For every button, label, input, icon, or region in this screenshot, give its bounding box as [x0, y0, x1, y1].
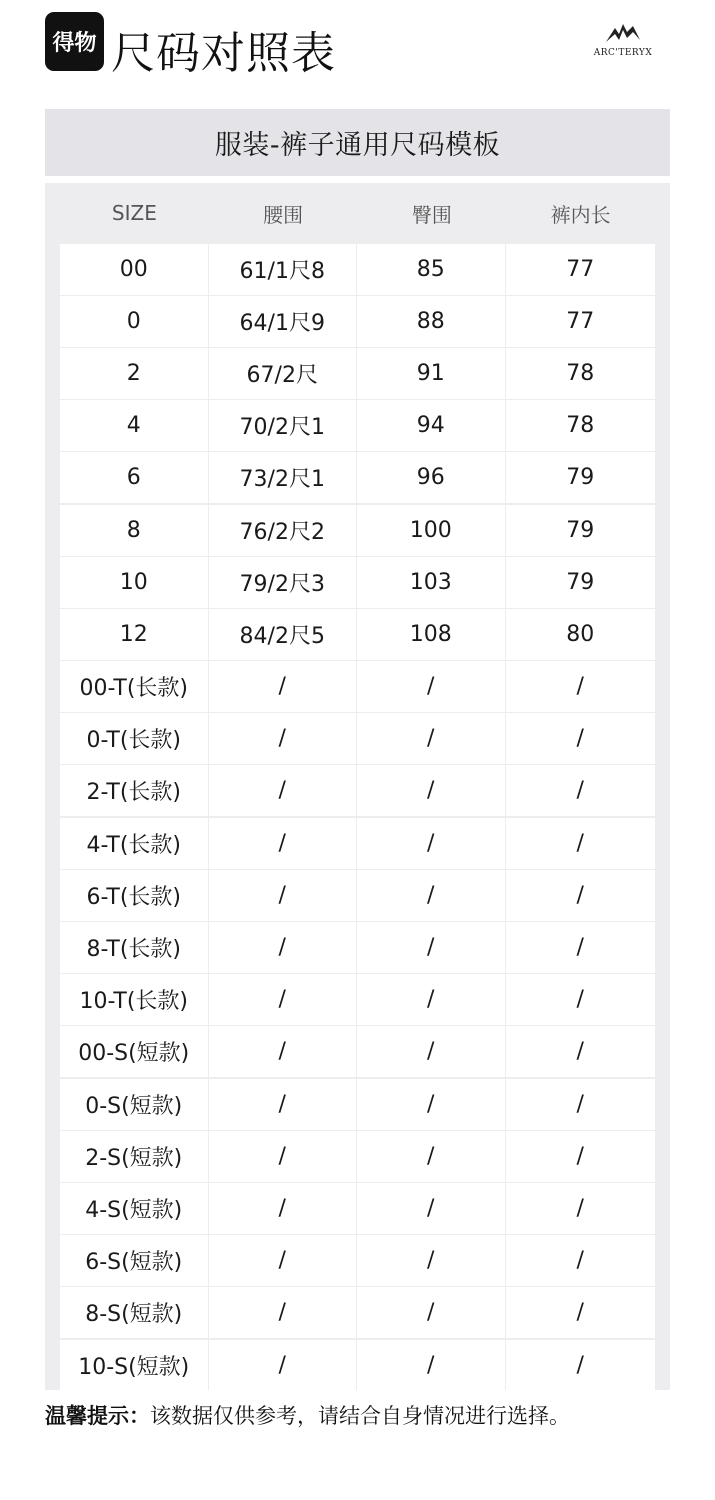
cell-inseam: 79 [506, 452, 656, 503]
table-row [60, 661, 655, 713]
table-header [60, 183, 655, 243]
cell-size: 8-S(短款) [60, 1287, 208, 1338]
cell-size: 00-T(长款) [60, 661, 208, 712]
cell-hip: / [357, 713, 505, 764]
cell-inseam: 77 [506, 244, 656, 295]
cell-inseam: 78 [506, 348, 656, 399]
dewu-logo [45, 12, 104, 71]
table-row [60, 765, 655, 817]
cell-waist: 64/1尺9 [209, 296, 357, 347]
cell-size: 6-T(长款) [60, 870, 208, 921]
cell-hip: / [357, 1026, 505, 1077]
table-row [60, 1235, 655, 1287]
cell-size: 0-S(短款) [60, 1079, 208, 1130]
column-header-hip: 臀围 [411, 202, 452, 227]
table-row [60, 1026, 655, 1078]
cell-waist: / [209, 1235, 357, 1286]
table-row [60, 608, 655, 660]
cell-waist: / [209, 922, 357, 973]
cell-size: 6-S(短款) [60, 1235, 208, 1286]
cell-hip: / [357, 870, 505, 921]
template-banner [45, 109, 670, 176]
table-body [60, 243, 655, 1391]
cell-hip: / [357, 1287, 505, 1338]
table-row [60, 817, 655, 869]
cell-size: 6 [60, 452, 208, 503]
cell-waist: 76/2尺2 [209, 505, 357, 556]
cell-hip: 96 [357, 452, 505, 503]
cell-inseam: 79 [506, 505, 656, 556]
cell-waist: 84/2尺5 [209, 609, 357, 660]
cell-size: 4-S(短款) [60, 1183, 208, 1234]
cell-size: 0 [60, 296, 208, 347]
cell-waist: / [209, 765, 357, 816]
cell-waist: / [209, 1183, 357, 1234]
cell-hip: / [357, 661, 505, 712]
cell-waist: / [209, 1287, 357, 1338]
cell-inseam: 78 [506, 400, 656, 451]
cell-waist: / [209, 661, 357, 712]
table-row [60, 921, 655, 973]
table-row [60, 869, 655, 921]
table-row [60, 243, 655, 295]
cell-size: 12 [60, 609, 208, 660]
table-row [60, 974, 655, 1026]
cell-size: 2-T(长款) [60, 765, 208, 816]
cell-inseam: 80 [506, 609, 656, 660]
table-row [60, 295, 655, 347]
cell-waist: / [209, 1131, 357, 1182]
table-row [60, 400, 655, 452]
cell-waist: / [209, 1026, 357, 1077]
cell-hip: / [357, 1079, 505, 1130]
cell-hip: 88 [357, 296, 505, 347]
page-header [0, 0, 715, 100]
template-title: 服装-裤子通用尺码模板 [214, 130, 501, 161]
cell-inseam: 77 [506, 296, 656, 347]
cell-hip: / [357, 1131, 505, 1182]
cell-hip: 103 [357, 557, 505, 608]
cell-hip: 94 [357, 400, 505, 451]
cell-size: 2-S(短款) [60, 1131, 208, 1182]
footer-label: 温馨提示： [45, 1404, 150, 1428]
cell-inseam: / [506, 974, 656, 1025]
table-row [60, 504, 655, 556]
cell-inseam: / [506, 818, 656, 869]
cell-hip: 91 [357, 348, 505, 399]
cell-size: 10-S(短款) [60, 1340, 208, 1391]
cell-waist: 73/2尺1 [209, 452, 357, 503]
cell-inseam: / [506, 1287, 656, 1338]
arcteryx-logo [588, 20, 658, 66]
cell-waist: 67/2尺 [209, 348, 357, 399]
cell-waist: 70/2尺1 [209, 400, 357, 451]
table-row [60, 347, 655, 399]
cell-size: 10 [60, 557, 208, 608]
cell-waist: 79/2尺3 [209, 557, 357, 608]
table-row [60, 1339, 655, 1391]
cell-size: 4 [60, 400, 208, 451]
cell-waist: / [209, 818, 357, 869]
table-row [60, 1130, 655, 1182]
table-row [60, 713, 655, 765]
column-header-waist: 腰围 [263, 202, 304, 227]
cell-waist: / [209, 974, 357, 1025]
cell-hip: / [357, 765, 505, 816]
table-row [60, 556, 655, 608]
cell-size: 0-T(长款) [60, 713, 208, 764]
app-logo-text: 得物 [52, 31, 97, 56]
cell-waist: 61/1尺8 [209, 244, 357, 295]
cell-hip: / [357, 1235, 505, 1286]
cell-inseam: / [506, 1079, 656, 1130]
cell-size: 2 [60, 348, 208, 399]
cell-waist: / [209, 713, 357, 764]
cell-waist: / [209, 1079, 357, 1130]
cell-waist: / [209, 870, 357, 921]
cell-inseam: / [506, 1235, 656, 1286]
cell-hip: 108 [357, 609, 505, 660]
table-row [60, 1182, 655, 1234]
column-header-inseam: 裤内长 [550, 202, 611, 227]
cell-inseam: / [506, 1340, 656, 1391]
table-row [60, 452, 655, 504]
cell-hip: / [357, 1340, 505, 1391]
cell-hip: / [357, 922, 505, 973]
cell-hip: / [357, 1183, 505, 1234]
cell-inseam: / [506, 1183, 656, 1234]
cell-inseam: 79 [506, 557, 656, 608]
cell-inseam: / [506, 1026, 656, 1077]
brand-name: ARC'TERYX [593, 48, 653, 58]
footer-note [45, 1398, 570, 1434]
cell-size: 00 [60, 244, 208, 295]
cell-size: 8-T(长款) [60, 922, 208, 973]
size-table [45, 183, 670, 1390]
footer-text: 该数据仅供参考，请结合自身情况进行选择。 [150, 1404, 570, 1428]
cell-size: 4-T(长款) [60, 818, 208, 869]
cell-inseam: / [506, 870, 656, 921]
page-title: 尺码对照表 [111, 28, 336, 79]
cell-hip: 100 [357, 505, 505, 556]
cell-inseam: / [506, 713, 656, 764]
archaeopteryx-icon [603, 20, 643, 46]
column-header-size: SIZE [111, 201, 157, 225]
cell-inseam: / [506, 922, 656, 973]
cell-inseam: / [506, 661, 656, 712]
cell-size: 10-T(长款) [60, 974, 208, 1025]
cell-hip: / [357, 818, 505, 869]
cell-size: 8 [60, 505, 208, 556]
cell-inseam: / [506, 765, 656, 816]
cell-size: 00-S(短款) [60, 1026, 208, 1077]
table-row [60, 1287, 655, 1339]
cell-hip: / [357, 974, 505, 1025]
cell-waist: / [209, 1340, 357, 1391]
cell-hip: 85 [357, 244, 505, 295]
table-row [60, 1078, 655, 1130]
cell-inseam: / [506, 1131, 656, 1182]
